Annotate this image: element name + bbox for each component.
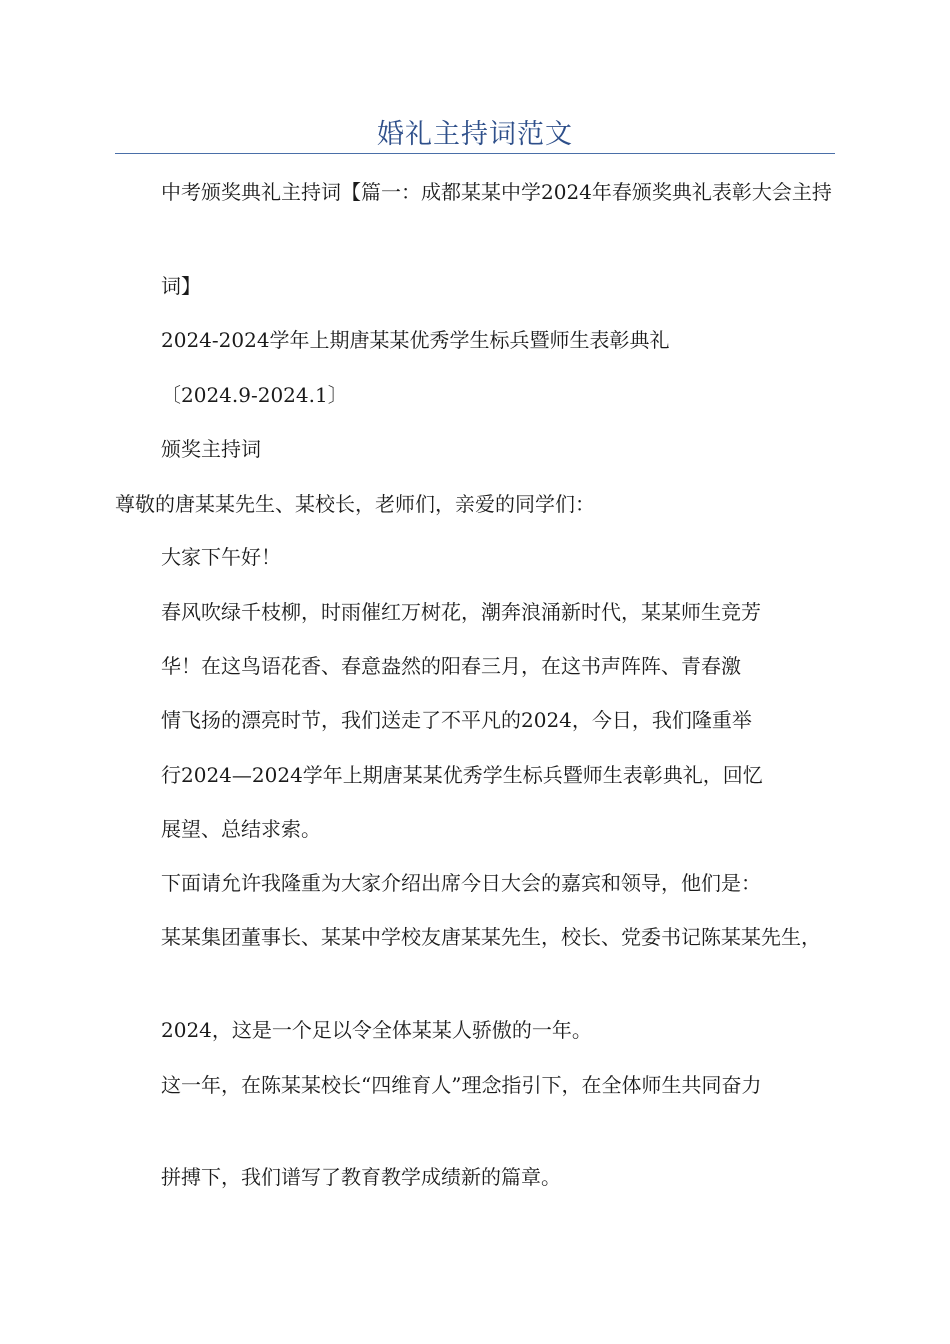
paragraph-1: 中考颁奖典礼主持词【篇一：成都某某中学2024年春颁奖典礼表彰大会主持 bbox=[161, 180, 832, 204]
paragraph-6: 尊敬的唐某某先生、某校长，老师们，亲爱的同学们： bbox=[115, 492, 595, 516]
paragraph-16: 这一年，在陈某某校长“四维育人”理念指引下，在全体师生共同奋力 bbox=[161, 1073, 762, 1097]
paragraph-5: 颁奖主持词 bbox=[161, 437, 261, 461]
paragraph-4: 〔2024.9-2024.1〕 bbox=[161, 383, 348, 407]
paragraph-14: 某某集团董事长、某某中学校友唐某某先生，校长、党委书记陈某某先生， bbox=[161, 925, 821, 949]
paragraph-3: 2024-2024学年上期唐某某优秀学生标兵暨师生表彰典礼 bbox=[161, 328, 670, 352]
paragraph-10: 情飞扬的漂亮时节，我们送走了不平凡的2024，今日，我们隆重举 bbox=[161, 708, 752, 732]
paragraph-17: 拼搏下，我们谱写了教育教学成绩新的篇章。 bbox=[161, 1165, 561, 1189]
paragraph-9: 华！在这鸟语花香、春意盎然的阳春三月，在这书声阵阵、青春激 bbox=[161, 654, 741, 678]
paragraph-8: 春风吹绿千枝柳，时雨催红万树花，潮奔浪涌新时代，某某师生竞芳 bbox=[161, 600, 761, 624]
paragraph-2: 词】 bbox=[161, 274, 201, 298]
document-title: 婚礼主持词范文 bbox=[377, 119, 573, 150]
paragraph-12: 展望、总结求索。 bbox=[161, 817, 321, 841]
paragraph-15: 2024，这是一个足以令全体某某人骄傲的一年。 bbox=[161, 1018, 592, 1042]
paragraph-13: 下面请允许我隆重为大家介绍出席今日大会的嘉宾和领导，他们是： bbox=[161, 871, 761, 895]
paragraph-7: 大家下午好！ bbox=[161, 545, 281, 569]
paragraph-11: 行2024—2024学年上期唐某某优秀学生标兵暨师生表彰典礼，回忆 bbox=[161, 763, 763, 787]
title-underline bbox=[115, 153, 835, 154]
